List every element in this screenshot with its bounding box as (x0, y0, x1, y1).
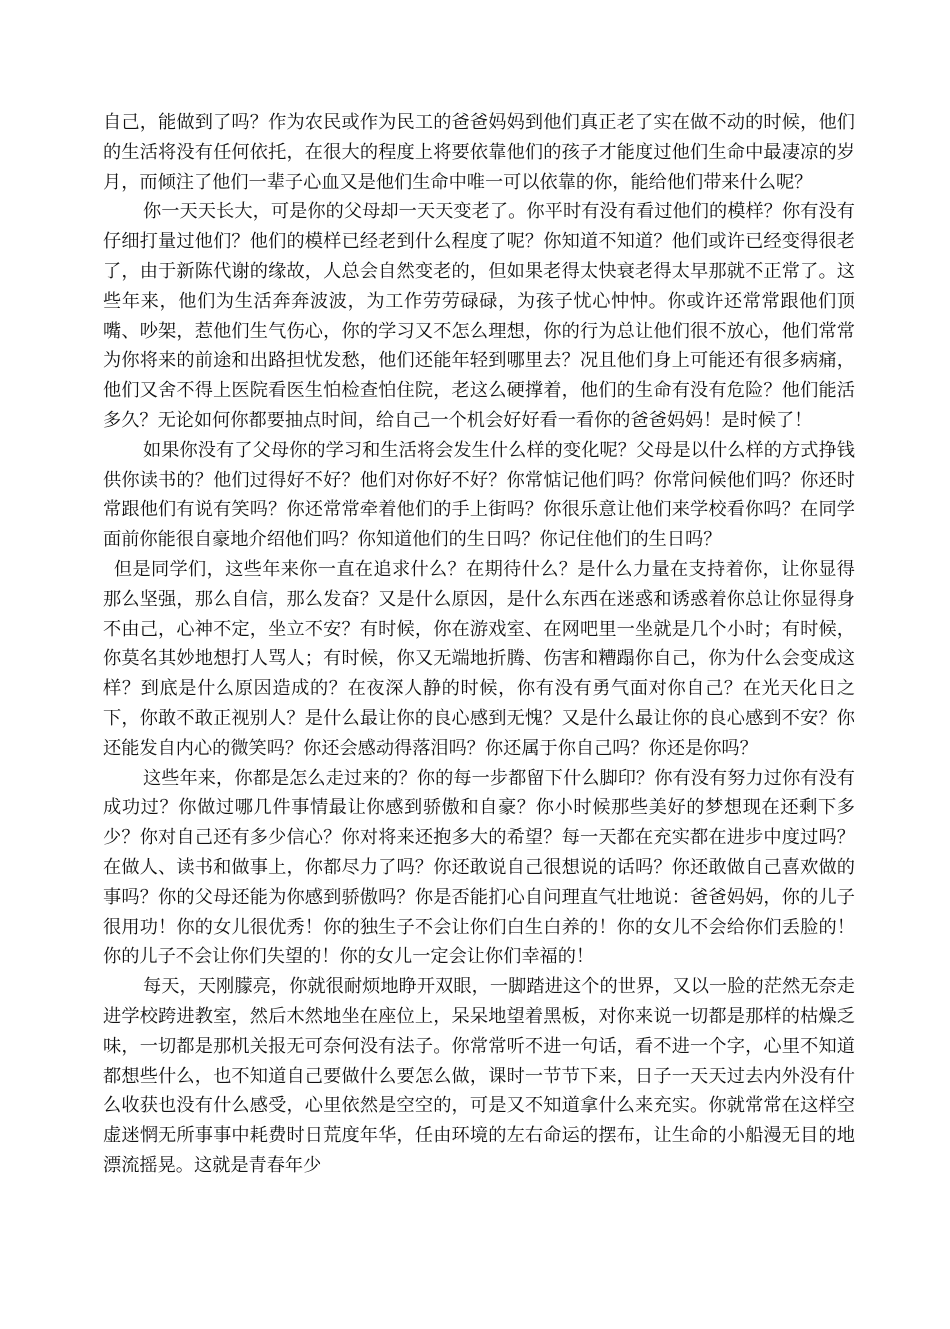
article-body (103, 108, 855, 1181)
paragraph-2: 你一天天长大，可是你的父母却一天天变老了。你平时有没有看过他们的模样？你有没有仔细打量过他们？他们的模样已经老到什么程度了呢？你知道不知道？他们或许已经变得很老了，由于新陈代谢的缘故，人总会自然变老的，但如果老得太快衰老得太早那就不正常了。这些年来，他们为生活奔奔波波，为工作劳劳碌碌，为孩子忧心忡忡。你或许还常常跟他们顶嘴、吵架，惹他们生气伤心，你的学习又不怎么理想，你的行为总让他们很不放心，他们常常为你将来的前途和出路担忧发愁，他们还能年轻到哪里去？况且他们身上可能还有很多病痛，他们又舍不得上医院看医生怕检查怕住院，老这么硬撑着，他们的生命有没有危险？他们能活多久？无论如何你都要抽点时间，给自己一个机会好好看一看你的爸爸妈妈！是时候了！ (103, 201, 855, 431)
paragraph-1: 自己，能做到了吗？作为农民或作为民工的爸爸妈妈到他们真正老了实在做不动的时候，他们的生活将没有任何依托，在很大的程度上将要依靠他们的孩子才能度过他们生命中最凄凉的岁月，而倾注了他们一辈子心血又是他们生命中唯一可以依靠的你，能给他们带来什么呢？ (103, 112, 855, 193)
paragraph-6: 每天，天刚朦亮，你就很耐烦地睁开双眼，一脚踏进这个的世界，又以一脸的茫然无奈走进学校跨进教室，然后木然地坐在座位上，呆呆地望着黑板，对你来说一切都是那样的枯燥乏味，一切都是那机关报无可奈何没有法子。你常常听不进一句话，看不进一个字，心里不知道都想些什么，也不知道自己要做什么要怎么做，课时一节节下来，日子一天天过去内外没有什么收获也没有什么感受，心里依然是空空的，可是又不知道拿什么来充实。你就常常在这样空虚迷惘无所事事中耗费时日荒度年华，任由环境的左右命运的摆布，让生命的小船漫无目的地漂流摇晃。这就是青春年少 (103, 976, 855, 1176)
paragraph-3: 如果你没有了父母你的学习和生活将会发生什么样的变化呢？父母是以什么样的方式挣钱供你读书的？他们过得好不好？他们对你好不好？你常惦记他们吗？你常问候他们吗？你还时常跟他们有说有笑吗？你还常常牵着他们的手上街吗？你很乐意让他们来学校看你吗？在同学面前你能很自豪地介绍他们吗？你知道他们的生日吗？你记住他们的生日吗？ (103, 439, 855, 551)
paragraph-5: 这些年来，你都是怎么走过来的？你的每一步都留下什么脚印？你有没有努力过你有没有成功过？你做过哪几件事情最让你感到骄傲和自豪？你小时候那些美好的梦想现在还剩下多少？你对自己还有多少信心？你对将来还抱多大的希望？每一天都在充实都在进步中度过吗？在做人、读书和做事上，你都尽力了吗？你还敢说自己很想说的话吗？你还敢做自己喜欢做的事吗？你的父母还能为你感到骄傲吗？你是否能扪心自问理直气壮地说：爸爸妈妈，你的儿子很用功！你的女儿很优秀！你的独生子不会让你们白生白养的！你的女儿不会给你们丢脸的！你的儿子不会让你们失望的！你的女儿一定会让你们幸福的！ (103, 767, 855, 968)
paragraph-4: 但是同学们，这些年来你一直在追求什么？在期待什么？是什么力量在支持着你，让你显得那么坚强，那么自信，那么发奋？又是什么原因，是什么东西在迷惑和诱惑着你总让你显得身不由己，心神不定，坐立不安？有时候，你在游戏室、在网吧里一坐就是几个小时；有时候，你莫名其妙地想打人骂人；有时候，你又无端地折腾、伤害和糟蹋你自己，你为什么会变成这样？到底是什么原因造成的？在夜深人静的时候，你有没有勇气面对你自己？在光天化日之下，你敢不敢正视别人？是什么最让你的良心感到无愧？又是什么最让你的良心感到不安？你还能发自内心的微笑吗？你还会感动得落泪吗？你还属于你自己吗？你还是你吗？ (103, 558, 855, 759)
